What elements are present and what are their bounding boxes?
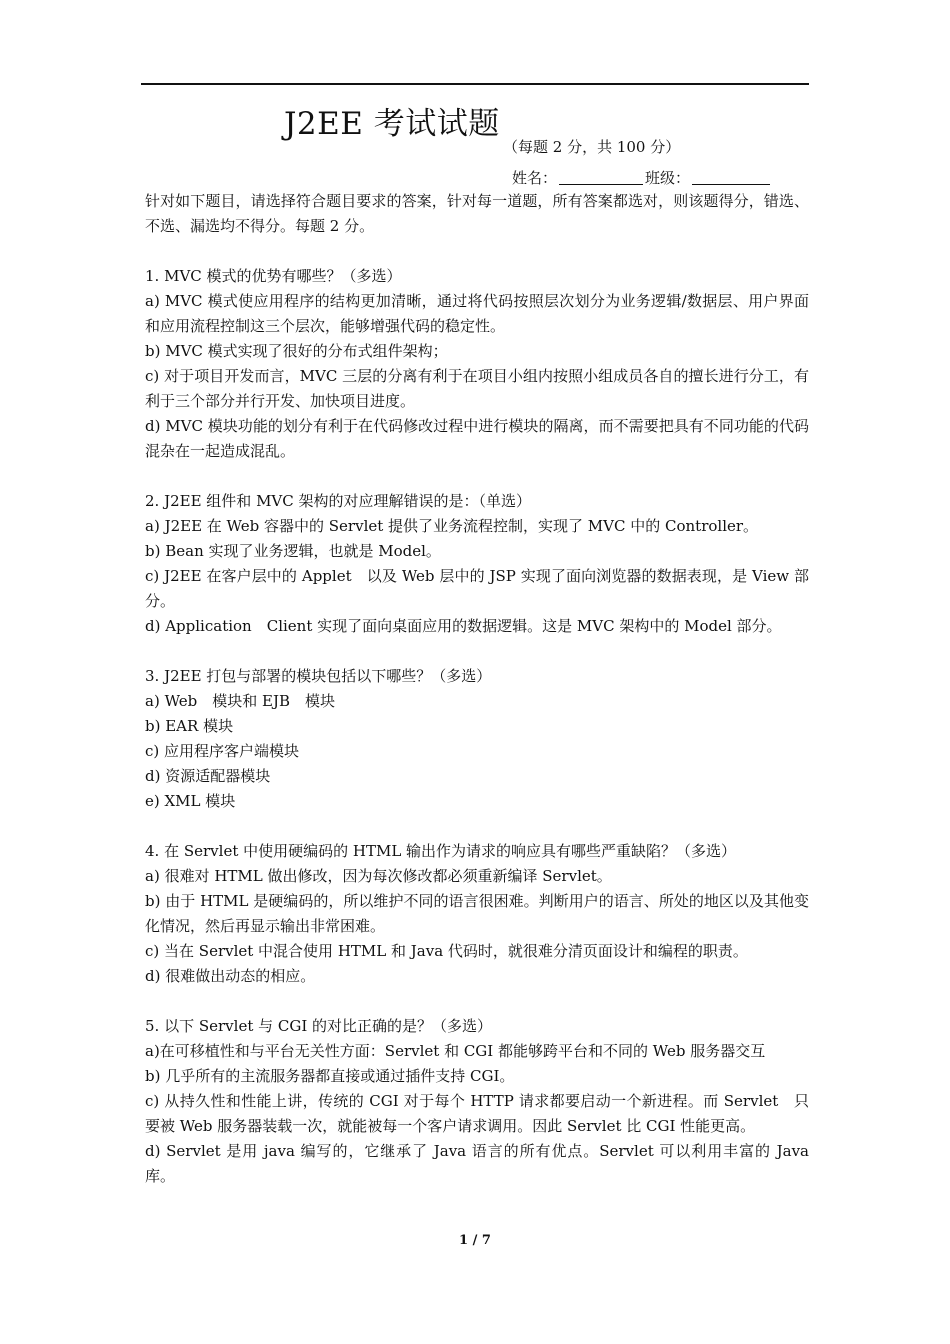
option-a: a) J2EE 在 Web 容器中的 Servlet 提供了业务流程控制，实现了 MVC 中的 Controller。 xyxy=(145,517,759,535)
page-number: 1 / 7 xyxy=(459,1233,491,1248)
question-3 xyxy=(145,664,809,814)
question-stem: 5. 以下 Servlet 与 CGI 的对比正确的是？（多选） xyxy=(145,1017,493,1035)
option-b: b) Bean 实现了业务逻辑，也就是 Model。 xyxy=(145,542,441,560)
question-stem: 3. J2EE 打包与部署的模块包括以下哪些？（多选） xyxy=(145,667,492,685)
option-a: a) MVC 模式使应用程序的结构更加清晰，通过将代码按照层次划分为业务逻辑/数据层、用户界面和应用流程控制这三个层次，能够增强代码的稳定性。 xyxy=(145,292,809,335)
class-label: 班级： xyxy=(645,169,691,187)
option-c: c) 从持久性和性能上讲，传统的 CGI 对于每个 HTTP 请求都要启动一个新进程。而 Servlet 只要被 Web 服务器装载一次，就能被每一个客户请求调用。因此 Servlet 比 CGI 性能更高。 xyxy=(145,1092,809,1135)
option-d: d) 很难做出动态的相应。 xyxy=(145,967,316,985)
option-b: b) EAR 模块 xyxy=(145,717,234,735)
student-info-line xyxy=(512,168,772,188)
name-blank xyxy=(559,169,643,185)
option-d: d) Application Client 实现了面向桌面应用的数据逻辑。这是 MVC 架构中的 Model 部分。 xyxy=(145,617,782,635)
question-stem: 2. J2EE 组件和 MVC 架构的对应理解错误的是：（单选） xyxy=(145,492,532,510)
instructions: 针对如下题目，请选择符合题目要求的答案，针对每一道题，所有答案都选对，则该题得分，错选、不选、漏选均不得分。每题 2 分。 xyxy=(145,192,809,235)
question-5 xyxy=(145,1014,809,1189)
header-rule xyxy=(141,83,809,85)
question-stem: 1. MVC 模式的优势有哪些？（多选） xyxy=(145,267,402,285)
question-stem: 4. 在 Servlet 中使用硬编码的 HTML 输出作为请求的响应具有哪些严重缺陷？（多选） xyxy=(145,842,737,860)
option-c: c) 当在 Servlet 中混合使用 HTML 和 Java 代码时，就很难分清页面设计和编程的职责。 xyxy=(145,942,748,960)
option-d: d) MVC 模块功能的划分有利于在代码修改过程中进行模块的隔离，而不需要把具有不同功能的代码混杂在一起造成混乱。 xyxy=(145,417,809,460)
question-1 xyxy=(145,264,809,464)
option-a: a) 很难对 HTML 做出修改，因为每次修改都必须重新编译 Servlet。 xyxy=(145,867,612,885)
question-4 xyxy=(145,839,809,989)
exam-title: J2EE 考试试题 xyxy=(284,106,500,142)
option-c: c) 应用程序客户端模块 xyxy=(145,742,300,760)
option-a: a) Web 模块和 EJB 模块 xyxy=(145,692,335,710)
option-a: a)在可移植性和与平台无关性方面：Servlet 和 CGI 都能够跨平台和不同的 Web 服务器交互 xyxy=(145,1042,766,1060)
option-c: c) J2EE 在客户层中的 Applet 以及 Web 层中的 JSP 实现了面向浏览器的数据表现，是 View 部分。 xyxy=(145,567,809,610)
question-2 xyxy=(145,489,809,639)
class-blank xyxy=(692,169,770,185)
name-label: 姓名： xyxy=(512,169,558,187)
option-b: b) 几乎所有的主流服务器都直接或通过插件支持 CGI。 xyxy=(145,1067,515,1085)
option-d: d) 资源适配器模块 xyxy=(145,767,271,785)
option-b: b) 由于 HTML 是硬编码的，所以维护不同的语言很困难。判断用户的语言、所处的地区以及其他变化情况，然后再显示输出非常困难。 xyxy=(145,892,809,935)
exam-body xyxy=(145,189,809,1189)
option-e: e) XML 模块 xyxy=(145,792,236,810)
option-d: d) Servlet 是用 java 编写的，它继承了 Java 语言的所有优点。Servlet 可以利用丰富的 Java 库。 xyxy=(145,1142,809,1185)
option-b: b) MVC 模式实现了很好的分布式组件架构； xyxy=(145,342,448,360)
option-c: c) 对于项目开发而言，MVC 三层的分离有利于在项目小组内按照小组成员各自的擅长进行分工，有利于三个部分并行开发、加快项目进度。 xyxy=(145,367,809,410)
exam-subtitle: （每题 2 分，共 100 分） xyxy=(503,138,681,156)
